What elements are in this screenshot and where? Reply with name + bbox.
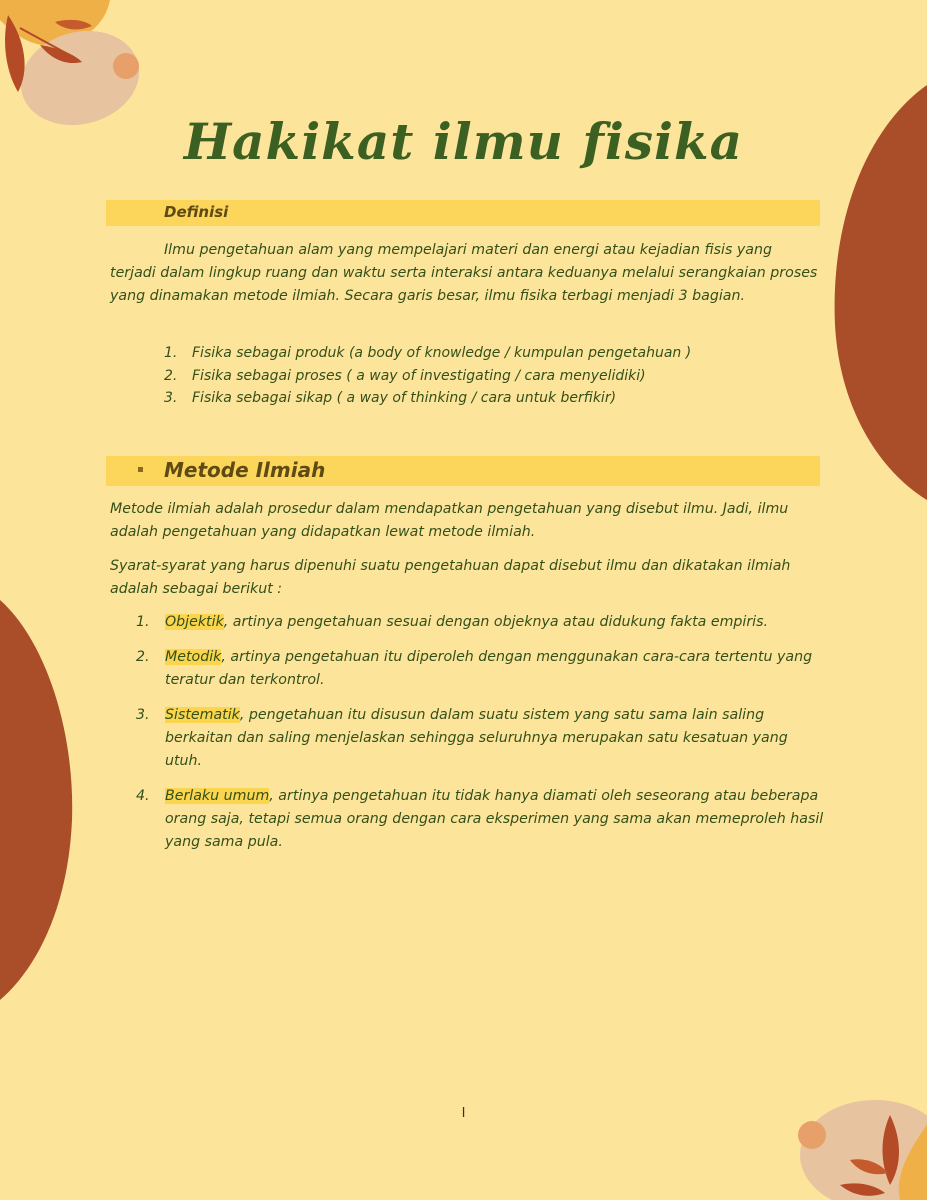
list-item: 2. Fisika sebagai proses ( a way of investigating / cara menyelidiki) <box>164 367 646 384</box>
keyword-highlight: Sistematik <box>165 707 240 723</box>
list-item: 3. Fisika sebagai sikap ( a way of thinking / cara untuk berfikir) <box>164 390 617 406</box>
syarat-list <box>136 611 826 866</box>
keyword-highlight: Berlaku umum <box>165 788 270 804</box>
metode-paragraph-2: Syarat-syarat yang harus dipenuhi suatu pengetahuan dapat disebut ilmu dan dikatakan ilmiah adalah sebagai berikut : <box>110 558 791 597</box>
list-item: 4. Berlaku umum, artinya pengetahuan itu tidak hanya diamati oleh seseorang atau beberapa orang saja, tetapi semua orang dengan cara eksperimen yang sama akan memeproleh hasil yang sama pula. <box>136 788 824 850</box>
keyword-highlight: Objektik <box>165 614 224 630</box>
decoration-left-blob <box>0 600 75 1000</box>
list-item: 2. Metodik, artinya pengetahuan itu diperoleh dengan menggunakan cara-cara tertentu yang teratur dan terkontrol. <box>136 649 813 688</box>
section-heading-metode-ilmiah: Metode Ilmiah <box>164 458 326 482</box>
bullet-icon <box>138 467 143 472</box>
metode-paragraph-1: Metode ilmiah adalah prosedur dalam mendapatkan pengetahuan yang disebut ilmu. Jadi, ilmu adalah pengetahuan yang didapatkan lewat metode ilmiah. <box>110 501 789 540</box>
keyword-highlight: Metodik <box>165 649 222 665</box>
list-item: 1. Fisika sebagai produk (a body of knowledge / kumpulan pengetahuan ) <box>164 345 692 361</box>
page-title: Hakikat ilmu fisika <box>183 112 744 171</box>
decoration-top-left <box>0 0 150 130</box>
list-item: 3. Sistematik, pengetahuan itu disusun dalam suatu sistem yang satu sama lain saling berkaitan dan saling menjelaskan sehingga seluruhnya merupakan satu kesatuan yang utuh. <box>136 707 788 769</box>
list-item: 1. Objektik, artinya pengetahuan sesuai dengan objeknya atau didukung fakta empiris. <box>136 614 769 630</box>
page-number: I <box>461 1106 466 1121</box>
definisi-paragraph: Ilmu pengetahuan alam yang mempelajari materi dan energi atau kejadian fisis yang terjadi dalam lingkup ruang dan waktu serta interaksi antara keduanya melalui serangkaian proses yang dinamakan metode ilmiah. Secara garis besar, ilmu fisika terbagi menjadi 3 bagian. <box>110 242 818 304</box>
section-heading-definisi: Definisi <box>164 203 229 221</box>
definisi-list <box>164 342 691 410</box>
decoration-bottom-right <box>790 1085 927 1200</box>
